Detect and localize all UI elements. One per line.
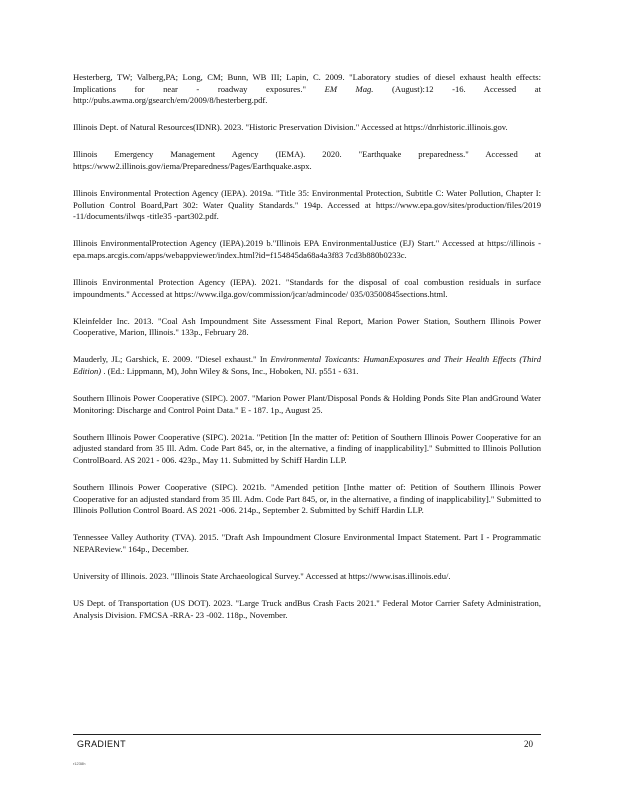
reference-entry: Illinois Emergency Management Agency (IEMA). 2020. "Earthquake preparedness." Accessed at https://www2.illinois.gov/iema/Preparedness/Pages/Earthquake.aspx. xyxy=(73,149,541,171)
reference-entry: Illinois Environmental Protection Agency (IEPA). 2019a. "Title 35: Environmental Protection, Subtitle C: Water Pollution, Chapter I: Pollution Control Board,Part 302: Water Quality Standards." 194p. Accessed at https://www.epa.gov/sites/production/files/2019 -11/documents/ilwqs -title35 -part302.pdf. xyxy=(73,188,541,222)
footer-divider xyxy=(73,734,541,735)
footer-brand-logo: GRADIENT xyxy=(77,739,126,749)
reference-entry: Illinois EnvironmentalProtection Agency (IEPA).2019 b."Illinois EPA EnvironmentalJustice (EJ) Start." Accessed at https://illinois -epa.maps.arcgis.com/apps/webappviewer/index.html?id=f154845da68a4a3f83 7cd3b880b0233c. xyxy=(73,238,541,260)
reference-entry: Illinois Environmental Protection Agency (IEPA). 2021. "Standards for the disposal of coal combustion residuals in surface impoundments." Accessed at https://www.ilga.gov/commission/jcar/admincode/ 035/03500845sections.html. xyxy=(73,277,541,299)
reference-entry: Southern Illinois Power Cooperative (SIPC). 2021a. "Petition [In the matter of: Petition of Southern Illinois Power Cooperative for an adjusted standard from 35 Ill. Adm. Code Part 845, or, in the alternative, a finding of inapplicability]." Submitted to Illinois Pollution ControlBoard. AS 2021 - 006. 423p., May 11. Submitted by Schiff Hardin LLP. xyxy=(73,431,541,465)
reference-list xyxy=(73,72,541,637)
reference-entry: Southern Illinois Power Cooperative (SIPC). 2021b. "Amended petition [Inthe matter of: Petition of Southern Illinois Power Cooperative for an adjusted standard from 35 Ill. Adm. Code Part 845, or, in the alternative, a finding of inapplicability]." Submitted to Illinois Pollution Control Board. AS 2021 -006. 214p., September 2. Submitted by Schiff Hardin LLP. xyxy=(73,482,541,516)
reference-entry: Illinois Dept. of Natural Resources(IDNR). 2023. "Historic Preservation Division." Accessed at https://dnrhistoric.illinois.gov. xyxy=(73,122,508,133)
page-number: 20 xyxy=(524,739,533,749)
reference-entry: Tennessee Valley Authority (TVA). 2015. "Draft Ash Impoundment Closure Environmental Impact Statement. Part I - Programmatic NEPAReview." 164p., December. xyxy=(73,532,541,554)
reference-entry: Kleinfelder Inc. 2013. "Coal Ash Impoundment Site Assessment Final Report, Marion Power Station, Southern Illinois Power Cooperative, Marion, Illinois." 133p., February 28. xyxy=(73,315,541,338)
reference-entry: Mauderly, JL; Garshick, E. 2009. "Diesel exhaust." In Environmental Toxicants: HumanExposures and Their Health Effects (Third Edition) . (Ed.: Lippmann, M), John Wiley & Sons, Inc., Hoboken, NJ. p551 - 631. xyxy=(73,354,541,376)
reference-entry: University of Illinois. 2023. "Illinois State Archaeological Survey." Accessed at https://www.isas.illinois.edu/. xyxy=(73,571,451,582)
reference-entry: Hesterberg, TW; Valberg,PA; Long, CM; Bunn, WB III; Lapin, C. 2009. "Laboratory studies of diesel exhaust health effects: Implications for near - roadway exposures." EM Mag. (August):12 -16. Accessed at http://pubs.awma.org/gsearch/em/2009/8/hesterberg.pdf. xyxy=(73,72,541,106)
reference-entry: US Dept. of Transportation (US DOT). 2023. "Large Truck andBus Crash Facts 2021." Federal Motor Carrier Safety Administration, Analysis Division. FMCSA -RRA- 23 -002. 118p., November. xyxy=(73,598,541,620)
reference-entry: Southern Illinois Power Cooperative (SIPC). 2007. "Marion Power Plant/Disposal Ponds & Holding Ponds Site Plan andGround Water Monitoring: Discharge and Control Point Data." E - 187. 1p., August 25. xyxy=(73,393,541,415)
document-code: r1238h xyxy=(73,761,86,766)
